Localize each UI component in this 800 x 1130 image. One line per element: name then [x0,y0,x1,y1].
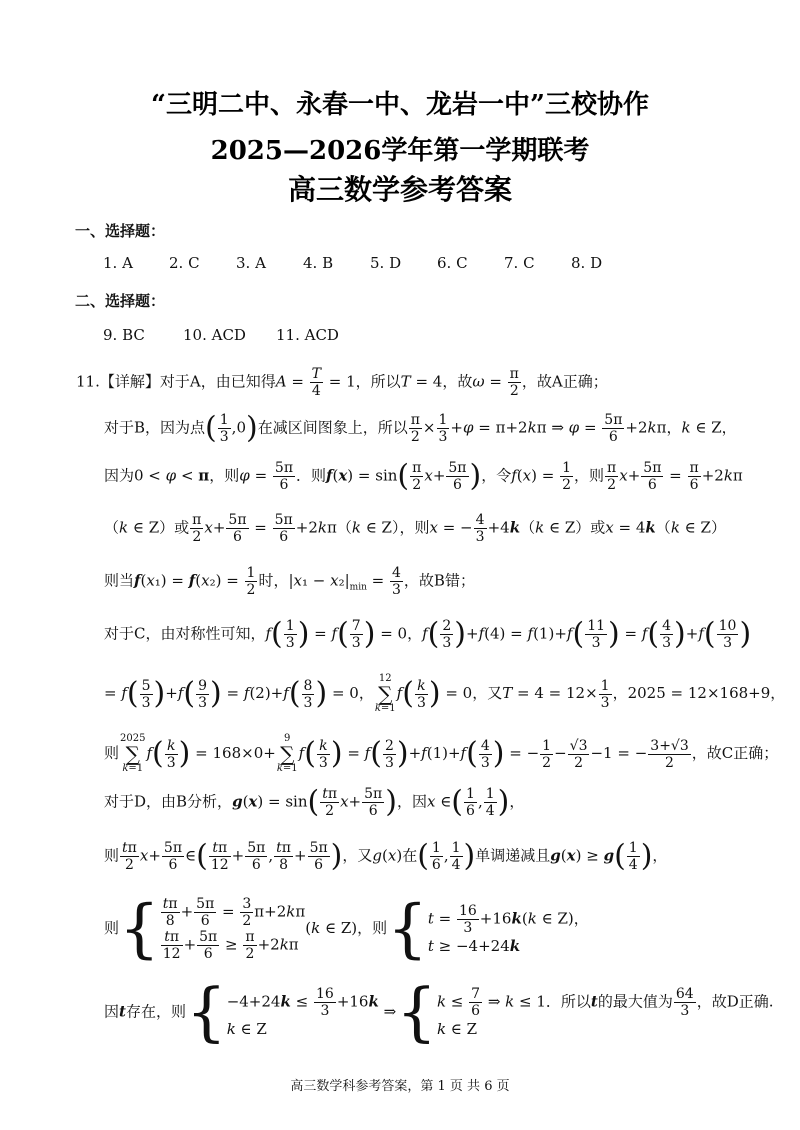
page-footer: 高三数学科参考答案，第 1 页 共 6 页 [290,1079,510,1094]
explanation-line-2: 对于B，因为点( $\frac{1}{3}$ ,0)在减区间图象上，所以 $\frac{\pi}{2}$ × $\frac{1}{3}$ +φ = π+2kπ ⇒ φ = $\frac{5\pi}{6}$ +2kπ，k ∈ Z， [104,410,737,446]
answer-6: 6. C [437,254,468,272]
answer-2: 2. C [169,254,200,272]
section-2-answers [103,326,339,344]
explanation-line-4: （k ∈ Z）或 $\frac{\pi}{2}$ x+ $\frac{5\pi}{6}$ = $\frac{5\pi}{6}$ +2kπ（k ∈ Z），则x = − $\frac{4}{3}$ +4k（k ∈ Z）或x = 4k（k ∈ Z） [104,512,726,545]
title-line-3: 高三数学参考答案 [287,173,512,206]
explanation-line-10: 则 $\frac{t\pi}{2}$ x+ $\frac{5\pi}{6}$ ∈( $\frac{t\pi}{12}$ + $\frac{5\pi}{6}$ , $\frac{t\pi}{8}$ + $\frac{5\pi}{6}$ )，又g(x)在( $\frac{1}{6}$ , $\frac{1}{4}$ )单调递减且g(x) ≥ g( $\frac{1}{4}$ )， [104,838,668,874]
title-line-2: 2025—2026学年第一学期联考 [210,136,590,166]
explanation-line-1: 11.【详解】对于A，由已知得A = $\frac{T}{4}$ = 1，所以T = 4，故ω = $\frac{\pi}{2}$ ，故A正确； [76,366,608,399]
answer-7: 7. C [504,254,535,272]
explanation-line-7: = f( $\frac{5}{3}$ )+f( $\frac{9}{3}$ ) = f(2)+f( $\frac{8}{3}$ ) = 0，12 ∑ k=1f( $\frac{k}{3}$ ) = 0，又T = 4 = 12× $\frac{1}{3}$ ，2025 = 12×168+9， [104,673,786,714]
explanation-line-6: 对于C，由对称性可知，f( $\frac{1}{3}$ ) = f( $\frac{7}{3}$ ) = 0，f( $\frac{2}{3}$ )+f(4) = f(1)+f( $\frac{11}{3}$ ) = f( $\frac{4}{3}$ )+f( $\frac{10}{3}$ ) [104,616,752,652]
explanation-line-3: 因为0 < φ < π，则φ = $\frac{5\pi}{6}$ ．则f(x) = sin( $\frac{\pi}{2}$ x+ $\frac{5\pi}{6}$ )，令f(x) = $\frac{1}{2}$ ，则 $\frac{\pi}{2}$ x+ $\frac{5\pi}{6}$ = $\frac{\pi}{6}$ +2kπ [104,458,743,494]
section-2-heading: 二、选择题： [75,292,166,310]
section-1-heading: 一、选择题： [75,222,166,240]
answer-11: 11. ACD [276,326,339,344]
answer-4: 4. B [303,254,334,272]
answer-1: 1. A [103,254,133,272]
answer-3: 3. A [236,254,266,272]
explanation-line-8: 则2025 ∑ k=1f( $\frac{k}{3}$ ) = 168×0+9 ∑ k=1f( $\frac{k}{3}$ ) = f( $\frac{2}{3}$ )+f(1)+f( $\frac{4}{3}$ ) = − $\frac{1}{2}$ − $\frac{√3}{2}$ −1 = − $\frac{3+√3}{2}$ ，故C正确； [104,733,779,774]
answer-10: 10. ACD [183,326,246,344]
answer-8: 8. D [571,254,603,272]
explanation-line-9: 对于D，由B分析，g(x) = sin( $\frac{t\pi}{2}$ x+ $\frac{5\pi}{6}$ )，因x ∈( $\frac{1}{6}$ , $\frac{1}{4}$ )， [104,784,525,820]
explanation-line-12: 因t存在，则{ −4+24k ≤ $\frac{16}{3}$ +16k k ∈ Z ⇒{ k ≤ $\frac{7}{6}$ ⇒ k ≤ 1．所以t的最大值为 $\frac{64}{3}$ ，故D正确. k ∈ Z [104,975,774,1050]
answer-5: 5. D [370,254,402,272]
answer-9: 9. BC [103,326,145,344]
explanation-line-5: 则当f(x₁) = f(x₂) = $\frac{1}{2}$ 时，$|x_1 - x_2|_{min}$ = $\frac{4}{3}$ ，故B错； [104,565,475,598]
title-line-1: “三明二中、永春一中、龙岩一中”三校协作 [151,90,649,120]
section-1-answers [103,254,602,272]
explanation-line-11: 则{ $\frac{t\pi}{8}$ + $\frac{5\pi}{6}$ = $\frac{3}{2}$ π+2kπ $\frac{t\pi}{12}$ + $\frac{5\pi}{6}$ ≥ $\frac{\pi}{2}$ +2kπ (k ∈ Z)，则{ t = $\frac{16}{3}$ +16k(k ∈ Z)， t ≥ −4+24k [104,892,589,966]
explanation-label: 11.【详解】 [76,372,160,391]
